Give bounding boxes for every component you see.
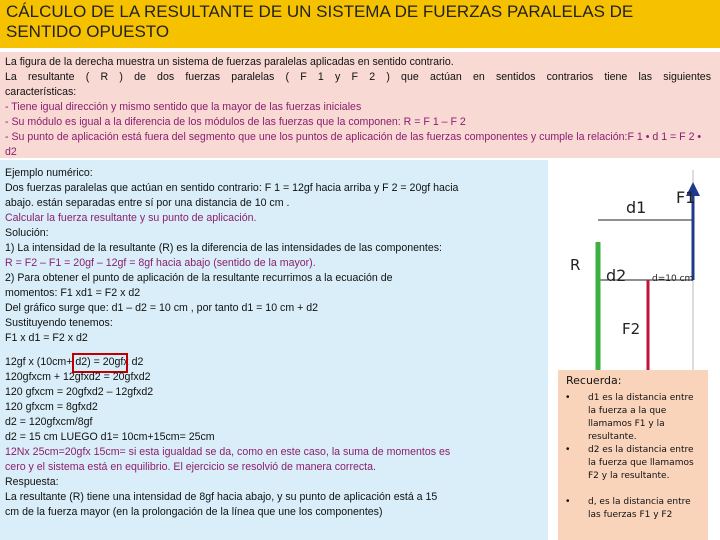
example-line: Dos fuerzas paralelas que actúan en sentido contrario: F 1 = 12gf hacia arriba y F 2 = 20gf hacia bbox=[5, 182, 459, 194]
calc-line: 12gf x (10cm+ d2) = 20gfx d2 bbox=[5, 356, 144, 368]
f2-label: F2 bbox=[622, 320, 641, 338]
example-panel bbox=[0, 160, 548, 540]
example-line: momentos: F1 xd1 = F2 x d2 bbox=[5, 287, 141, 299]
calc-line: 120 gfxcm = 8gfxd2 bbox=[5, 401, 98, 413]
calc-line: Respuesta: bbox=[5, 476, 59, 488]
bullet-icon: • bbox=[566, 392, 570, 403]
page-title: CÁLCULO DE LA RESULTANTE DE UN SISTEMA DE FUERZAS PARALELAS DE SENTIDO OPUESTO bbox=[6, 2, 634, 41]
d-label: d=10 cm bbox=[652, 274, 694, 284]
calc-line: 120 gfxcm = 20gfxd2 – 12gfxd2 bbox=[5, 386, 154, 398]
d2-label: d2 bbox=[606, 266, 627, 285]
intro-line: - Tiene igual dirección y mismo sentido que la mayor de las fuerzas iniciales bbox=[5, 101, 362, 113]
example-line: Ejemplo numérico: bbox=[5, 167, 93, 179]
example-line: Solución: bbox=[5, 227, 49, 239]
calc-line: d2 = 120gfxcm/8gf bbox=[5, 416, 93, 428]
bullet-icon: • bbox=[566, 444, 570, 455]
recuerda-title: Recuerda: bbox=[566, 374, 622, 387]
f1-label: F1 bbox=[676, 188, 696, 207]
recuerda-item: d1 es la distancia entre la fuerza a la que llamamos F1 y la resultante. bbox=[588, 393, 694, 442]
example-line: F1 x d1 = F2 x d2 bbox=[5, 332, 88, 344]
example-line: Sustituyendo tenemos: bbox=[5, 317, 113, 329]
bullet-icon: • bbox=[566, 496, 570, 507]
recuerda-item: d2 es la distancia entre la fuerza que llamamos F2 y la resultante. bbox=[588, 445, 694, 481]
intro-line: características: bbox=[5, 86, 77, 98]
example-line: 1) La intensidad de la resultante (R) es la diferencia de las intensidades de las componentes: bbox=[5, 242, 442, 254]
intro-line: La figura de la derecha muestra un sistema de fuerzas paralelas aplicadas en sentido contrario. bbox=[5, 56, 454, 68]
title-bar bbox=[0, 0, 720, 48]
d1-label: d1 bbox=[626, 198, 647, 217]
example-line: Del gráfico surge que: d1 – d2 = 10 cm , por tanto d1 = 10 cm + d2 bbox=[5, 302, 319, 314]
example-line: R = F2 – F1 = 20gf – 12gf = 8gf hacia abajo (sentido de la mayor). bbox=[5, 257, 316, 269]
intro-line: - Su módulo es igual a la diferencia de los módulos de las fuerzas que la componen: R = F 1 – F 2 bbox=[5, 116, 466, 128]
example-line: Calcular la fuerza resultante y su punto de aplicación. bbox=[5, 212, 257, 224]
recuerda-item: d, es la distancia entre las fuerzas F1 y F2 bbox=[588, 497, 691, 520]
calc-line: 120gfxcm + 12gfxd2 = 20gfxd2 bbox=[5, 371, 151, 383]
intro-line: La resultante ( R ) de dos fuerzas paralelas ( F 1 y F 2 ) que actúan en sentidos contrarios tiene las siguientes bbox=[5, 71, 711, 83]
recuerda-box bbox=[558, 370, 708, 540]
example-line: 2) Para obtener el punto de aplicación de la resultante recurrimos a la ecuación de bbox=[5, 272, 393, 284]
calc-line: cm de la fuerza mayor (en la prolongación de la línea que une los componentes) bbox=[5, 506, 383, 518]
intro-panel bbox=[0, 52, 720, 158]
intro-line: - Su punto de aplicación está fuera del segmento que une los puntos de aplicación de las fuerzas componentes y cumple la relación:F 1 • d 1 = F 2 • d2 bbox=[5, 131, 702, 158]
example-line: abajo. están separadas entre sí por una distancia de 10 cm . bbox=[5, 197, 290, 209]
r-label: R bbox=[570, 256, 581, 274]
calc-line: d2 = 15 cm LUEGO d1= 10cm+15cm= 25cm bbox=[5, 431, 215, 443]
calc-line: cero y el sistema está en equilibrio. El ejercicio se resolvió de manera correcta. bbox=[5, 461, 376, 473]
calc-line: La resultante (R) tiene una intensidad de 8gf hacia abajo, y su punto de aplicación está a 15 bbox=[5, 491, 438, 503]
calc-line: 12Nx 25cm=20gfx 15cm= si esta igualdad se da, como en este caso, la suma de momentos es bbox=[5, 446, 451, 458]
